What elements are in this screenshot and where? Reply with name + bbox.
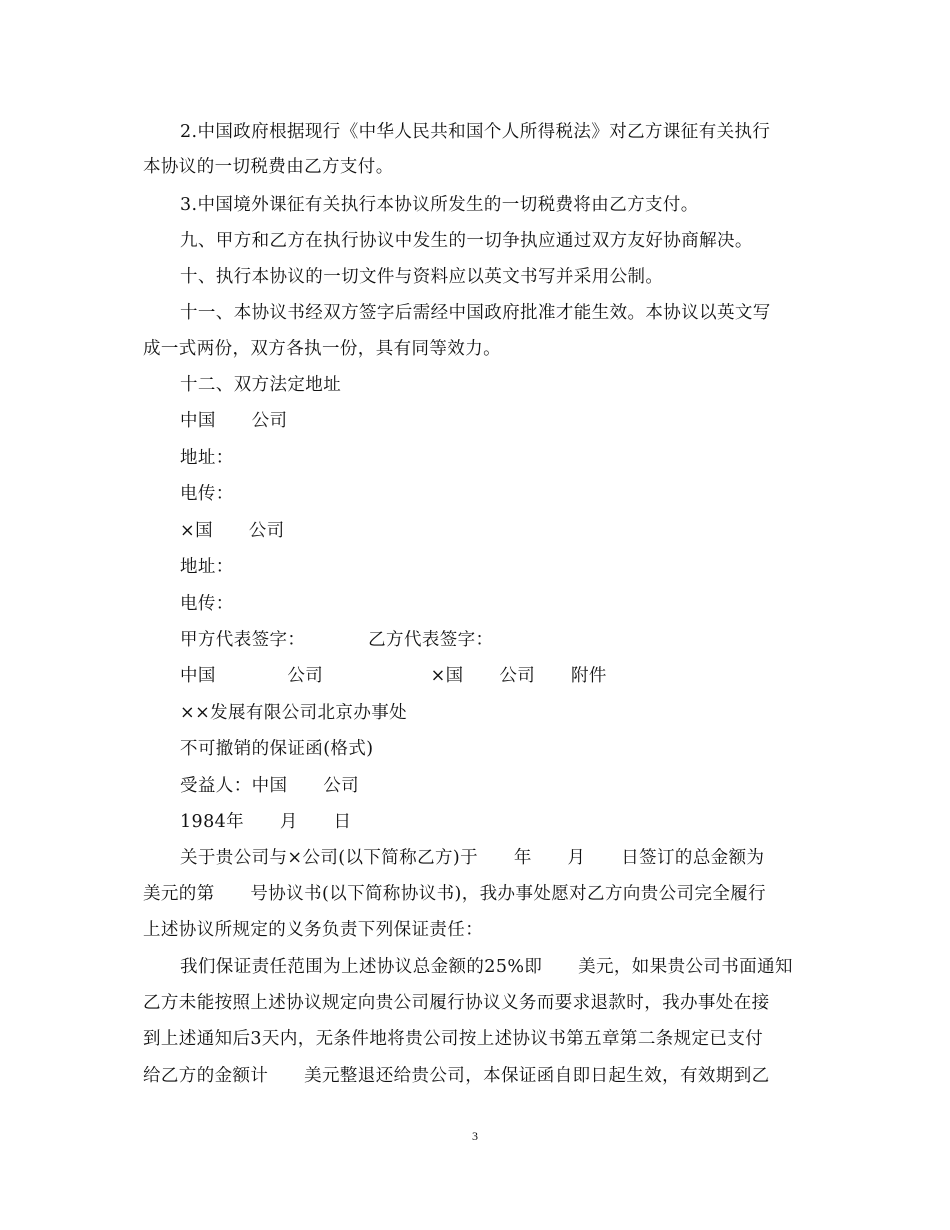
text-line-signature-companies: 中国 公司 ×国 公司 附件 (180, 666, 607, 686)
text-line-party-b-address: 地址： (180, 557, 234, 577)
text-line-article-11: 十一、本协议书经双方签字后需经中国政府批准才能生效。本协议以英文写 (180, 303, 771, 323)
text-line-para-2-cont-1: 乙方未能按照上述协议规定向贵公司履行协议义务而要求退款时，我办事处在接 (143, 993, 770, 1013)
text-line-clause-3: 3.中国境外课征有关执行本协议所发生的一切税费将由乙方支付。 (180, 195, 699, 215)
text-line-article-11-cont: 成一式两份，双方各执一份，具有同等效力。 (143, 339, 501, 359)
text-line-guarantee-title: 不可撤销的保证函(格式) (180, 739, 374, 759)
text-line-clause-2-cont: 本协议的一切税费由乙方支付。 (143, 157, 394, 177)
text-line-clause-2: 2.中国政府根据现行《中华人民共和国个人所得税法》对乙方课征有关执行 (180, 122, 771, 142)
text-line-para-2-cont-2: 到上述通知后3天内，无条件地将贵公司按上述协议书第五章第二条规定已支付 (143, 1029, 764, 1049)
text-line-office-name: ××发展有限公司北京办事处 (180, 703, 408, 723)
text-line-signatures: 甲方代表签字： 乙方代表签字： (180, 630, 494, 650)
text-line-party-a-address: 地址： (180, 448, 234, 468)
text-line-para-1-cont-1: 美元的第 号协议书(以下简称协议书)，我办事处愿对乙方向贵公司完全履行 (143, 884, 767, 904)
text-line-article-9: 九、甲方和乙方在执行协议中发生的一切争执应通过双方友好协商解决。 (180, 231, 753, 251)
text-line-date: 1984年 月 日 (180, 812, 352, 832)
text-line-para-1-cont-2: 上述协议所规定的义务负责下列保证责任： (143, 920, 484, 940)
page-number: 3 (472, 1129, 478, 1143)
text-line-para-2-cont-3: 给乙方的金额计 美元整退还给贵公司，本保证函自即日起生效，有效期到乙 (143, 1066, 770, 1086)
text-line-para-2: 我们保证责任范围为上述协议总金额的25%即 美元，如果贵公司书面通知 (180, 957, 793, 977)
text-line-party-b-telex: 电传： (180, 594, 234, 614)
text-line-article-10: 十、执行本协议的一切文件与资料应以英文书写并采用公制。 (180, 267, 664, 287)
text-line-para-1: 关于贵公司与×公司(以下简称乙方)于 年 月 日签订的总金额为 (180, 848, 765, 868)
text-line-party-b-company: ×国 公司 (180, 521, 285, 541)
text-line-party-a-company: 中国 公司 (180, 411, 288, 431)
text-line-beneficiary: 受益人：中国 公司 (180, 776, 359, 796)
text-line-party-a-telex: 电传： (180, 484, 234, 504)
text-line-article-12: 十二、双方法定地址 (180, 375, 342, 395)
